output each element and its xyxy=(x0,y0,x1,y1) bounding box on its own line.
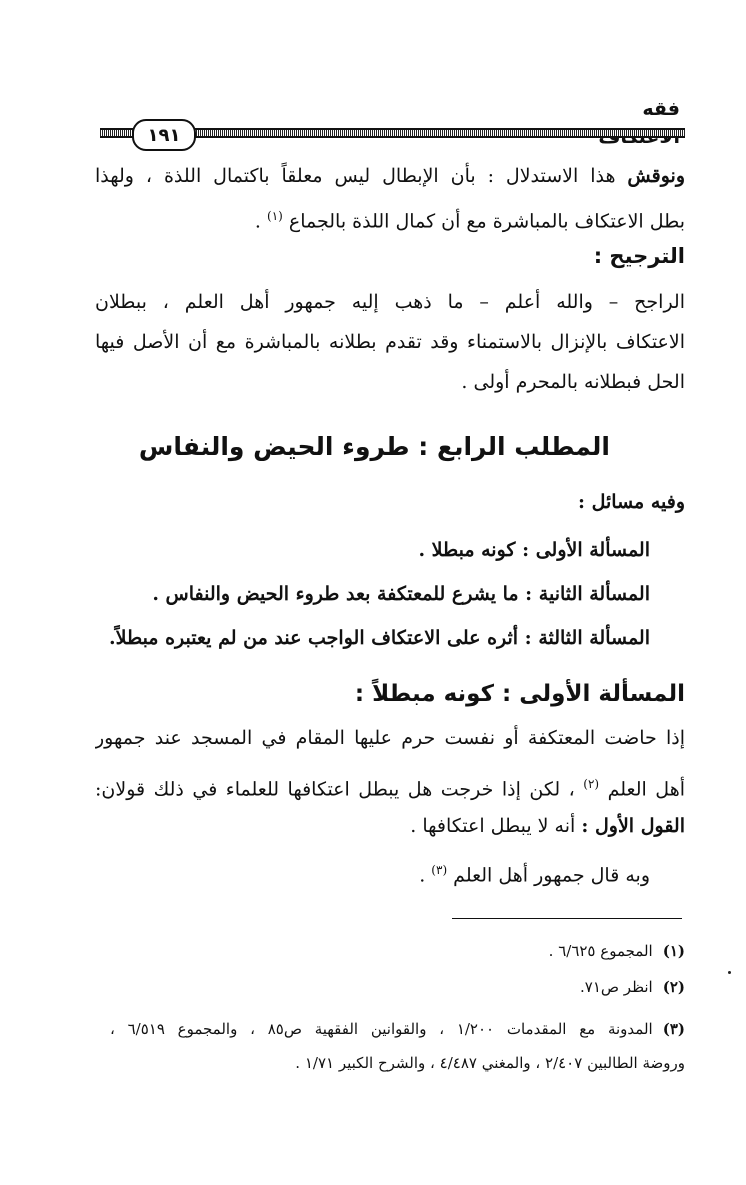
footnote-1-text: المجموع ٦/٦٢٥ . xyxy=(548,942,653,960)
first-view-text: أنه لا يبطل اعتكافها . xyxy=(410,815,576,837)
footnote-2-text: انظر ص٧١. xyxy=(579,978,653,996)
page-number-text: ١٩١ xyxy=(147,124,181,146)
issue-one-label: المسألة الأولى xyxy=(519,681,685,707)
issue-one-sep: : xyxy=(493,681,520,707)
issue-one-topic: كونه مبطلاً : xyxy=(354,681,494,707)
footnote-3 xyxy=(110,1012,685,1046)
intro-line-2-end: . xyxy=(254,210,261,233)
issue-one-line-4-text: وبه قال جمهور أهل العلم xyxy=(453,864,650,887)
issue-one-line-2-rest: ، لكن إذا خرجت هل يبطل اعتكافها للعلماء في ذلك قولان: xyxy=(95,778,575,801)
footnote-ref-3: (٣) xyxy=(431,863,448,877)
footnote-ref-2: (٢) xyxy=(583,777,600,791)
intro-line-2 xyxy=(95,196,685,236)
footnote-3-number: (٣) xyxy=(662,1020,685,1038)
issue-one-line-2-start: أهل العلم xyxy=(607,778,685,801)
first-view-line xyxy=(95,806,685,846)
issues-intro: وفيه مسائل : xyxy=(577,491,685,513)
tarjih-line-1: الراجح – والله أعلم – ما ذهب إليه جمهور أهل العلم ، ببطلان xyxy=(95,291,685,313)
issue-item-1: المسألة الأولى : كونه مبطلا . xyxy=(418,539,650,561)
footnote-ref-1: (١) xyxy=(267,209,283,223)
issue-item-3: المسألة الثالثة : أثره على الاعتكاف الواجب عند من لم يعتبره مبطلاً. xyxy=(109,627,650,649)
footnote-3-text: المدونة مع المقدمات ١/٢٠٠ ، والقوانين الفقهية ص٨٥ ، والمجموع ٦/٥١٩ ، xyxy=(110,1020,653,1038)
section-heading-sep: : xyxy=(409,432,437,461)
section-heading-main: المطلب الرابع xyxy=(437,432,610,461)
page-number xyxy=(132,119,196,151)
footnote-1 xyxy=(110,934,685,968)
issue-item-2: المسألة الثانية : ما يشرع للمعتكفة بعد طروء الحيض والنفاس . xyxy=(152,583,650,605)
tarjih-line-2: الاعتكاف بالإنزال بالاستمناء وقد تقدم بطلانه بالمباشرة مع أن الأصل فيها xyxy=(95,331,685,353)
section-heading xyxy=(140,425,610,469)
tarjih-line-3: الحل فبطلانه بالمحرم أولى . xyxy=(461,371,685,393)
footnote-2 xyxy=(110,970,685,1004)
intro-bold-word: ونوقش xyxy=(627,165,685,187)
scan-speck xyxy=(728,971,731,974)
issue-one-line-4 xyxy=(95,850,650,890)
issue-one-heading xyxy=(95,672,685,716)
first-view-label: القول الأول : xyxy=(581,815,685,837)
section-heading-topic: طروء الحيض والنفاس xyxy=(138,432,410,461)
intro-line-2-text: بطل الاعتكاف بالمباشرة مع أن كمال اللذة بالجماع xyxy=(288,210,685,233)
footnote-3-continuation: وروضة الطالبين ٢/٤٠٧ ، والمغني ٤/٤٨٧ ، والشرح الكبير ١/٧١ . xyxy=(295,1054,685,1072)
footnote-2-number: (٢) xyxy=(662,978,685,996)
footnote-1-number: (١) xyxy=(662,942,685,960)
issue-one-line-1: إذا حاضت المعتكفة أو نفست حرم عليها المقام في المسجد عند جمهور xyxy=(95,727,685,749)
issue-one-line-4-end: . xyxy=(419,864,426,887)
issue-one-line-2 xyxy=(95,764,685,804)
footnote-rule xyxy=(452,918,682,919)
intro-line-1-text: هذا الاستدلال : بأن الإبطال ليس معلقاً باكتمال اللذة ، ولهذا xyxy=(95,165,616,187)
running-title: فقه xyxy=(642,98,680,120)
intro-line-1 xyxy=(95,156,685,196)
tarjih-heading: الترجيح : xyxy=(593,244,685,268)
